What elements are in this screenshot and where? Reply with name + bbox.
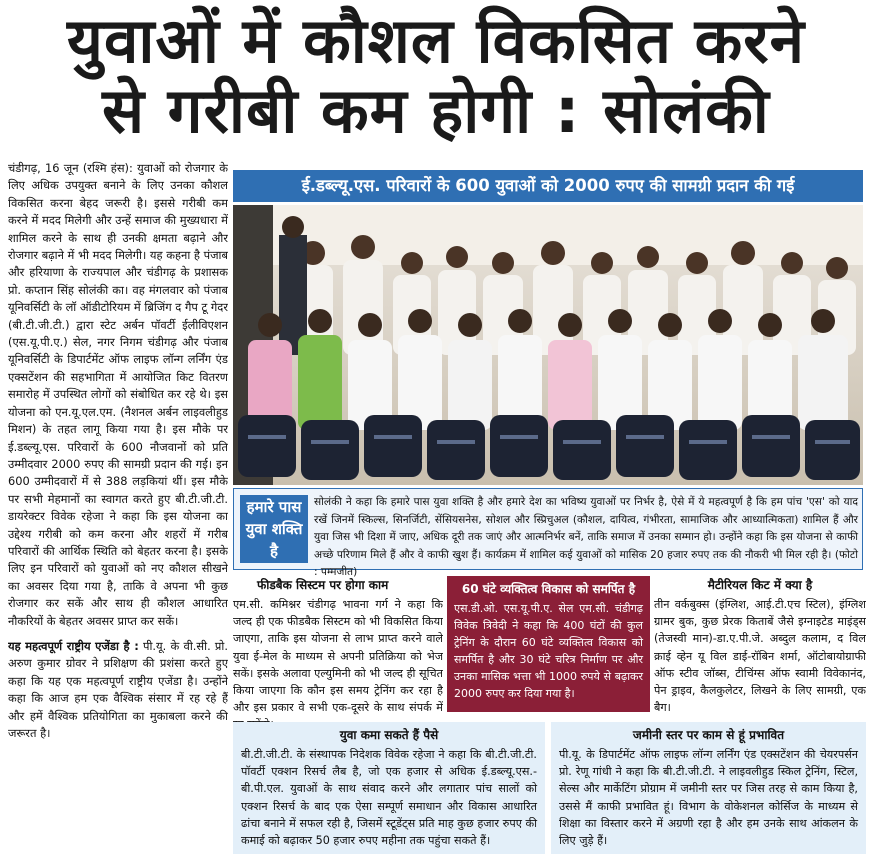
feedback-section xyxy=(233,576,443,726)
photo-banner: ई.डब्ल्यू.एस. परिवारों के 600 युवाओं को 2000 रुपए की सामग्री प्रदान की गई xyxy=(233,170,863,202)
headline xyxy=(0,0,872,152)
callout-text: सोलंकी ने कहा कि हमारे पास युवा शक्ति है और हमारे देश का भविष्य युवाओं पर निर्भर है, ऐसे में ये महत्वपूर्ण है कि हम पांच 'एस' को याद रखें जिनमें स्किल्स, सिनर्जिटी, सेंसियसनेस, सोशल और स्प्रिचुअल (कौशल, दायित्व, गंभीरता, सामाजिक और आध्यात्मिकता) शामिल हैं और युवा जिस भी दिशा में जाए, अधिक दूरी तक जाएं और आत्मनिर्भर बनें, ताकि समाज में उनका सम्मान हो। उन्होंने कहा कि इस योजना से काफी अच्छे परिणाम मिले हैं और वे काफी खुश हैं। कार्यक्रम में शामिल कई युवाओं को मासिक 20 हजार रुपए तक की नौकरी भी मिल रही है। (फोटो : पम्मजीत) xyxy=(314,496,858,578)
feedback-title: फीडबैक सिस्टम पर होगा काम xyxy=(257,578,389,592)
rural-title: जमीनी स्तर पर काम से हूं प्रभावित xyxy=(632,728,785,742)
material-kit-section xyxy=(654,576,866,726)
article-body: चंडीगढ़, 16 जून (रश्मि हंस): युवाओं को रोजगार के लिए अधिक उपयुक्त बनाने के लिए उनका कौशल विकसित करना बेहद जरूरी है। इससे गरीबी कम करने में मदद मिलेगी और उन्हें समाज की मुख्यधारा में शामिल करने के साथ ही उनकी क्षमता बढ़ाने और रोजगार बढ़ाने में भी मदद मिलेगी। यह कहना है पंजाब और हरियाणा के राज्यपाल और चंडीगढ़ के प्रशासक प्रो. कप्तान सिंह सोलंकी का। वह मंगलवार को पंजाब यूनिवर्सिटी के लॉ ऑडीटोरियम में ब्रिजिंग द गैप टू गेदर (बी.टी.जी.टी.) द्वारा स्टेट अर्बन पॉवर्टी ईलीविएशन (एस.यू.पी.ए.) सेल, नगर निगम चंडीगढ़ और पंजाब यूनिवर्सिटी के डिपार्टमेंट ऑफ लाइफ लॉन्ग लर्निंग एंड एक्सटेंशन की सहभागिता में आयोजित किट वितरण समारोह में उपस्थित लोगों को संबोधित कर रहे थे। इस योजना को एन.यू.एल.एम. (नैशनल अर्बन लाइवलीहुड मिशन) के तहत लागू किया गया है। इस मौके पर ई.डब्ल्यू.एस. परिवारों के 600 नौजवानों को प्रति उम्मीदवार 2000 रुपए की सामग्री प्रदान की गई। इन 600 उम्मीदवारों में से 388 लड़कियां थीं। इस मौके पर सभी मेहमानों का स्वागत करते हुए बी.टी.जी.टी. डायरेक्टर विवेक रहेजा ने कहा कि इस योजना का उद्देश्य गरीबी को कम करना और शहरों में गरीब परिवारों की आर्थिक स्थिति को बेहतर करना है। इसके लिए इन परिवारों को युवाओं को नए कौशल सीखने का अवसर दिया गया है, ताकि वे अपना भी कुछ रोजगार कर सकें और साथ ही कौशल आधारित नौकरियों के बेहतर अवसर प्राप्त कर सकें। xyxy=(8,161,228,628)
headline-line-1: युवाओं में कौशल विकसित करने xyxy=(67,4,805,77)
grassroots-work-box xyxy=(551,722,866,854)
youth-income-box xyxy=(233,722,545,854)
headline-line-2: से गरीबी कम होगी : सोलंकी xyxy=(102,74,770,147)
rural-text: पी.यू. के डिपार्टमेंट ऑफ लाइफ लॉन्ग लर्निंग एंड एक्सटेंशन की चेयरपर्सन प्रो. रेणू गांधी ने कहा कि बी.टी.जी.टी. ने लाइवलीहुड स्किल ट्रेनिंग, स्टिल, सेल्स और मार्केटिंग प्रोग्राम में जमीनी स्तर पर जिस तरह से काम किया है, उससे मैं काफी प्रभावित हूं। विभाग के वोकेशनल कोर्सिज के माध्यम से शिक्षा का विस्तार करने में अग्रणी रहा है और हम उनके साथ आंकलन के लिए जुड़े हैं। xyxy=(559,748,858,848)
left-column-article xyxy=(8,160,228,854)
quote-callout xyxy=(233,488,863,578)
material-title: मैटीरियल किट में क्या है xyxy=(707,578,813,592)
income-title: युवा कमा सकते हैं पैसे xyxy=(339,728,439,742)
personality-development-box xyxy=(447,576,650,712)
article-subsection xyxy=(8,638,228,742)
redbox-text: एस.डी.ओ. एस.यू.पी.ए. सेल एम.सी. चंडीगढ़ विवेक त्रिवेदी ने कहा कि 400 घंटों की कुल ट्रेनिंग के दौरान 60 घंटे व्यक्तित्व विकास को समर्पित है और 30 घंटे चरित्र निर्माण पर और उनका मासिक भत्ता भी 1000 रुपये से बढ़ाकर 2000 रुपए कर दिया गया है। xyxy=(454,602,643,700)
redbox-title: 60 घंटे व्यक्तित्व विकास को समर्पित है xyxy=(461,582,636,596)
material-text: तीन वर्कबुक्स (इंग्लिश, आई.टी.एच स्टिल), इंग्लिश ग्रामर बुक, कुछ प्रेरक किताबें जैसे इग्नाइटेड माइंड्स (तेजस्वी मान)-डा.ए.पी.जे. अब्दुल कलाम, द विल क्राई व्हेन यू विल डाई-रॉबिन शर्मा, ऑटोबायोग्राफी ऑफ स्टीव जॉब्स, टीचिंग्स ऑफ स्वामी विवेकानंद, पेन ड्राइव, कैलकुलेटर, लिखने के लिए सामग्री, एक बैग। xyxy=(654,598,866,715)
subsection-heading: यह महत्वपूर्ण राष्ट्रीय एजेंडा है : xyxy=(8,638,139,653)
event-photo xyxy=(233,205,863,485)
callout-tag: हमारे पास युवा शक्ति है xyxy=(240,495,308,563)
group-photo-illustration xyxy=(233,205,863,485)
income-text: बी.टी.जी.टी. के संस्थापक निदेशक विवेक रहेजा ने कहा कि बी.टी.जी.टी. पॉवर्टी एक्शन रिसर्च लैब है, जो एक हजार से अधिक ई.डब्ल्यू.एस.-बी.पी.एल. युवाओं के साथ संवाद करने और लगातार पांच सालों को एक्शन रिसर्च के बाद एक ऐसा सम्पूर्ण समाधान और विकास आधारित ढांचा बनाने में सफल रही है, जिसमें स्टूडेंट्स प्रति माह कुछ हजार रुपए की कमाई को बढ़ाकर 50 हजार रुपए महीना तक पहुंचा सकते हैं। xyxy=(241,748,537,848)
subsection-text: पी.यू. के वी.सी. प्रो. अरुण कुमार ग्रोवर ने प्रशिक्षण की प्रशंसा करते हुए कहा कि यह एक महत्वपूर्ण राष्ट्रीय एजेंडा है। उन्होंने कहा कि आज हम एक वैश्विक संसार में रह रहे हैं और हमें वैश्विक प्रतियोगिता का मुकाबला करने की जरूरत है। xyxy=(8,638,228,740)
feedback-text: एम.सी. कमिश्नर चंडीगढ़ भावना गर्ग ने कहा कि जल्द ही एक फीडबैक सिस्टम को भी विकसित किया जाएगा, ताकि इस योजना से लाभ प्राप्त करने वाले युवा ई-मेल के माध्यम से अपनी प्रतिक्रिया को भेज सकें। इसके अलावा एल्युमिनी को भी जल्द ही सूचित किया जाएगा कि कौन इस समय ट्रेनिंग कर रहा है और इस प्रकार वे सभी एक-दूसरे के साथ संपर्क में xyxy=(233,598,443,715)
